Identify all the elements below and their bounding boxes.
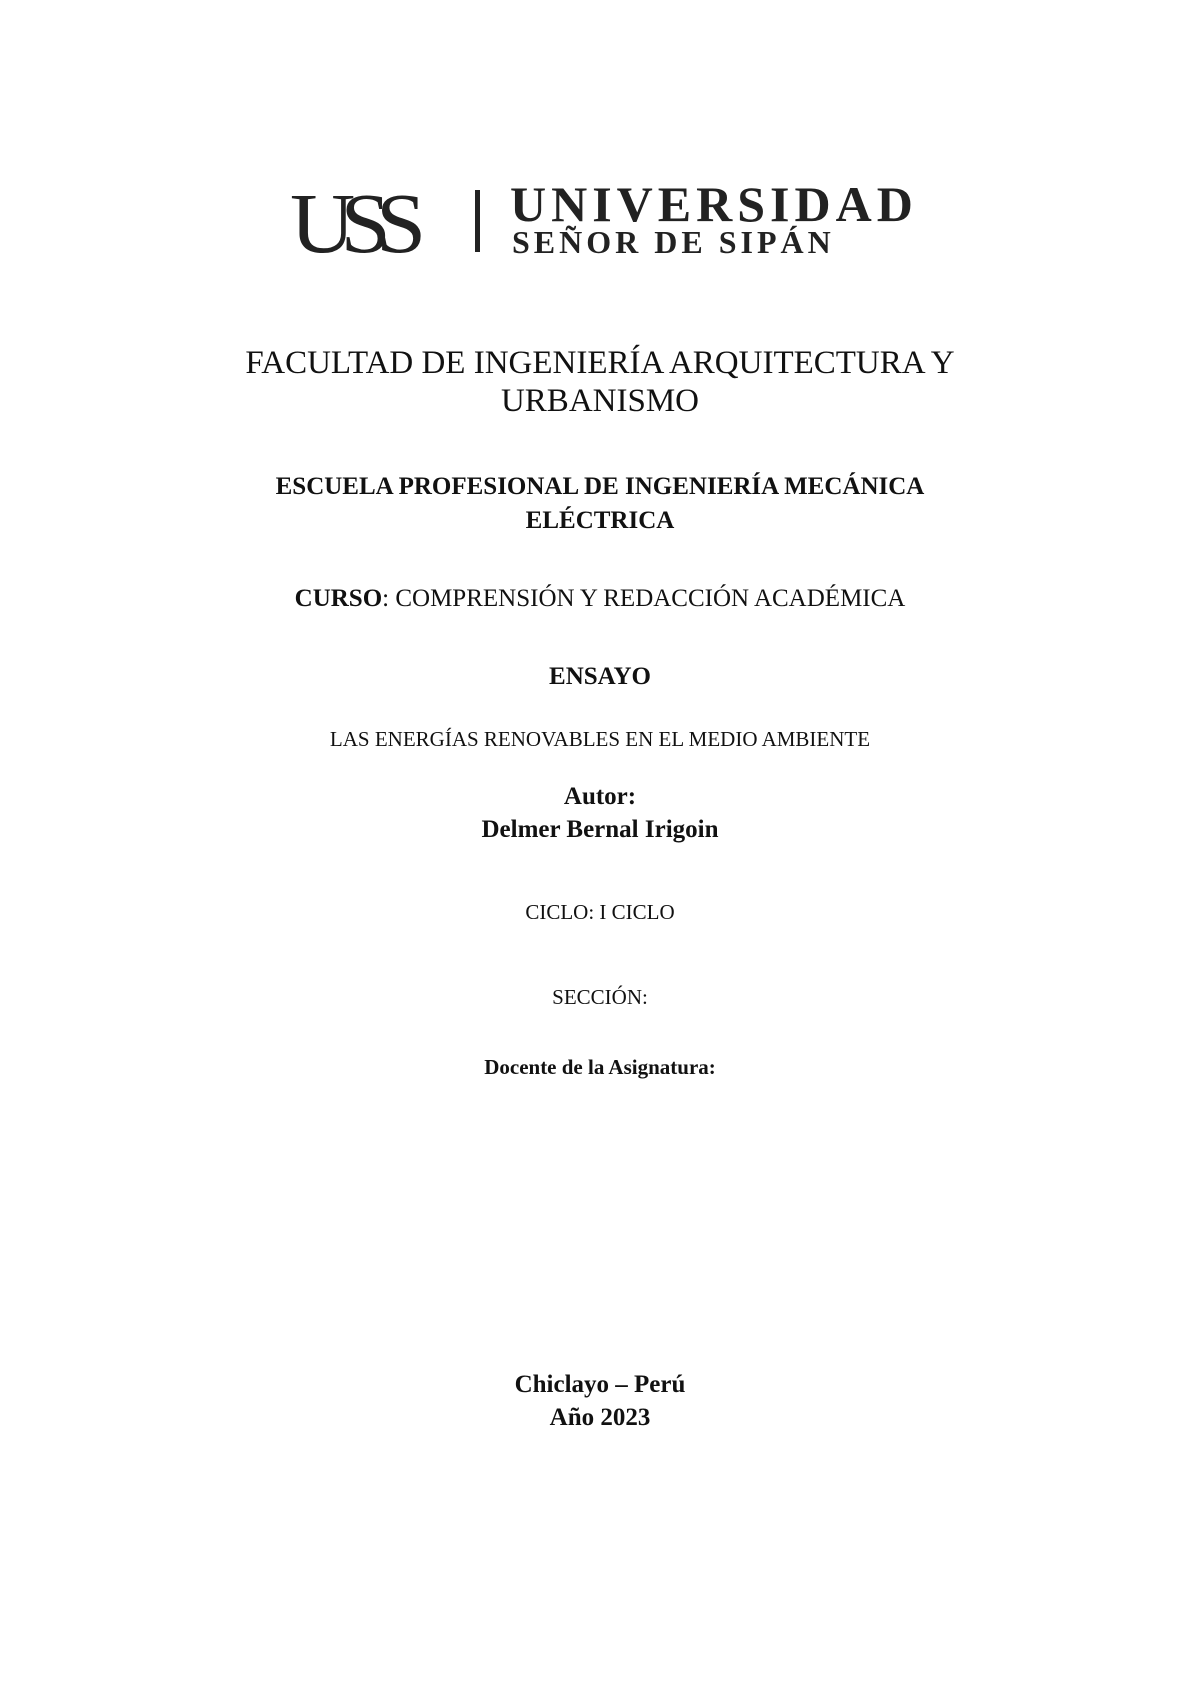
cycle: CICLO: I CICLO [525,900,675,924]
section: SECCIÓN: [552,985,648,1009]
author-label: Autor: [563,783,637,810]
document-type: ENSAYO [549,663,651,690]
author-name: Delmer Bernal Irigoin [481,816,719,843]
logo-name-line1: UNIVERSIDAD [510,176,918,232]
school-line2: ELÉCTRICA [525,507,675,534]
faculty-line1: FACULTAD DE INGENIERÍA ARQUITECTURA Y [245,345,955,381]
course-line [0,584,1200,614]
logo-monogram: USS [290,175,412,271]
school-line1: ESCUELA PROFESIONAL DE INGENIERÍA MECÁNICA [275,473,925,500]
logo-divider [475,190,480,252]
essay-title: LAS ENERGÍAS RENOVABLES EN EL MEDIO AMBIENTE [329,727,871,751]
location: Chiclayo – Perú [514,1371,686,1398]
year: Año 2023 [549,1404,651,1431]
teacher-label: Docente de la Asignatura: [484,1055,716,1079]
course-value: : COMPRENSIÓN Y REDACCIÓN ACADÉMICA [382,585,906,612]
university-logo [290,175,980,271]
faculty-line2: URBANISMO [500,383,700,419]
logo-name-line2: SEÑOR DE SIPÁN [512,224,835,260]
course-label: CURSO [294,585,383,612]
